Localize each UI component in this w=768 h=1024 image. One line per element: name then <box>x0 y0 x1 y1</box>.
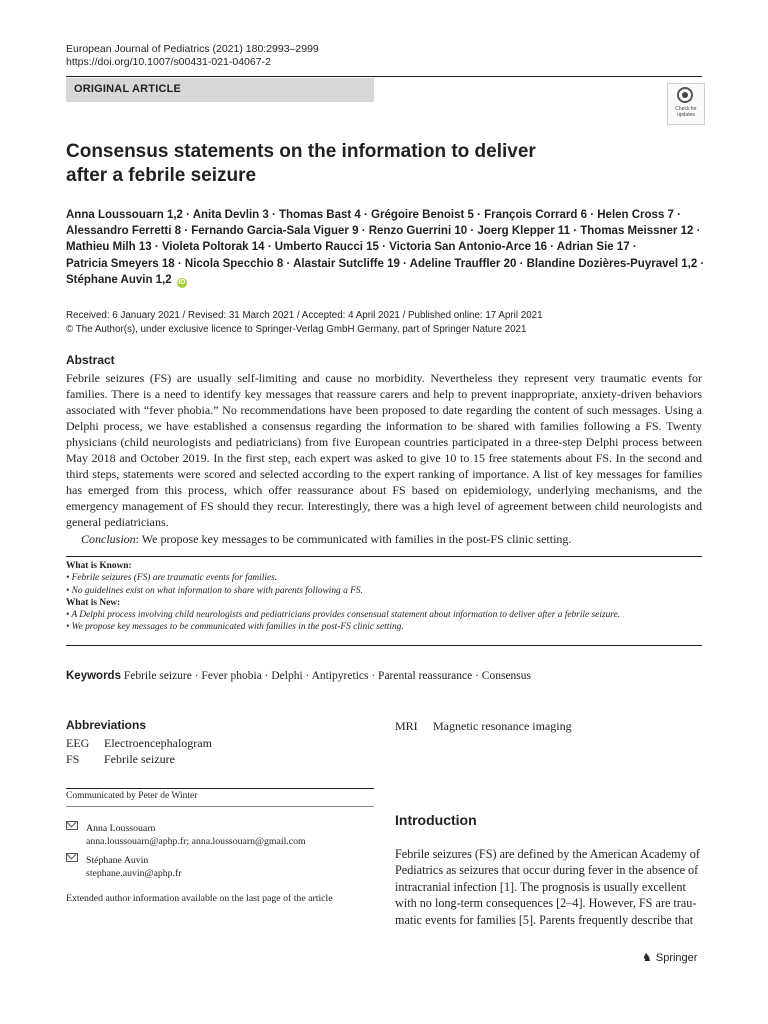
author-list <box>66 207 706 288</box>
intro-line: Febrile seizures (FS) are defined by the American Academy of <box>395 847 700 861</box>
contact-email[interactable]: stephane.auvin@aphp.fr <box>86 868 182 879</box>
author-line: Patricia Smeyers 18 · Nicola Specchio 8 · Alastair Sutcliffe 19 · Adeline Trauffler 20 · Blandine Dozières-Puyravel 1,2 · <box>66 257 705 270</box>
article-title <box>66 140 586 188</box>
contact-name-row: Stéphane Auvin <box>66 853 182 867</box>
author-line: Alessandro Ferretti 8 · Fernando Garcia-Sala Viguer 9 · Renzo Guerrini 10 · Joerg Klepper 11 · Thomas Meissner 12 · <box>66 225 701 238</box>
title-line-1: Consensus statements on the information to deliver <box>66 141 536 162</box>
new-heading: What is New: <box>66 597 121 608</box>
introduction-heading: Introduction <box>395 812 477 828</box>
abbreviations-list <box>66 735 212 767</box>
new-item: • We propose key messages to be communicated with families in the post-FS clinic setting. <box>66 622 404 633</box>
known-item: • Febrile seizures (FS) are traumatic events for families. <box>66 573 278 584</box>
author-line: Anna Loussouarn 1,2 · Anita Devlin 3 · Thomas Bast 4 · Grégoire Benoist 5 · François Corrard 6 · Helen Cross 7 · <box>66 209 681 221</box>
springer-horse-icon: ♞ <box>642 952 652 964</box>
conclusion-label: Conclusion <box>81 532 136 546</box>
introduction-body <box>395 846 702 928</box>
keywords-label: Keywords <box>66 670 121 682</box>
contact-block <box>66 821 306 848</box>
intro-line: with no long-term consequences [2–4]. However, FS are trau- <box>395 896 697 911</box>
known-bottom-rule <box>66 645 702 646</box>
check-updates-label: Check for updates <box>675 106 697 118</box>
copyright-line: © The Author(s), under exclusive licence to Springer-Verlag GmbH Germany, part of Springer Nature 2021 <box>66 324 527 335</box>
publisher-logo <box>642 951 697 964</box>
intro-line: Pediatrics as seizures that occur during fever in the absence of <box>395 863 699 878</box>
abstract-conclusion <box>81 531 702 547</box>
what-is-known-box <box>66 560 706 634</box>
known-heading: What is Known: <box>66 561 132 571</box>
envelope-icon <box>66 821 78 830</box>
article-type-banner <box>66 78 374 102</box>
publication-dates <box>66 309 543 337</box>
keywords-text: Febrile seizure · Fever phobia · Delphi · Antipyretics · Parental reassurance · Consensus <box>123 670 532 682</box>
contact-name-row: Anna Loussouarn <box>66 821 306 835</box>
author-line: Stéphane Auvin 1,2 iD <box>66 273 186 286</box>
dates-line: Received: 6 January 2021 / Revised: 31 March 2021 / Accepted: 4 April 2021 / Published online: 17 April 2021 <box>66 310 543 321</box>
abbreviation-row: MRI Magnetic resonance imaging <box>395 719 572 733</box>
known-item: • No guidelines exist on what information to share with parents following a FS. <box>66 585 363 596</box>
check-for-updates-button[interactable] <box>667 83 705 125</box>
abbreviation-row: FS Febrile seizure <box>66 752 175 766</box>
known-top-rule <box>66 556 702 557</box>
communicated-by: Communicated by Peter de Winter <box>66 791 198 801</box>
check-updates-icon <box>677 87 693 103</box>
journal-citation: European Journal of Pediatrics (2021) 180:2993–2999 <box>66 43 319 55</box>
abstract-text: Febrile seizures (FS) are usually self-limiting and cause no morbidity. Nevertheless they represent very traumatic events for families. There is a need to identify key messages that reassure carers and help to prevent inappropriate, anxiety-driven behaviors associated with “fever phobia.” No recommendations have been proposed to date regarding the content of such messages. Using a Delphi process, we have established a consensus regarding the information to be shared with families following a FS. Twenty physicians (child neurologists and pediatricians) from five European countries participated in a three-step Delphi process between May 2018 and October 2019. In the first step, each expert was asked to give 10 to 15 free statements about FS. In the second and third steps, statements were scored and selected according to the expert ranking of importance. A list of key messages for families has emerged from this process, which offer reassurance about FS based on epidemiology, underlying mechanisms, and the emergency management of FS should they recur. Interestingly, there was a high level of agreement between child neurologists and general pediatricians. <box>66 371 702 529</box>
author-line: Mathieu Milh 13 · Violeta Poltorak 14 · Umberto Raucci 15 · Victoria San Antonio-Arce 16 · Adrian Sie 17 · <box>66 241 637 254</box>
abstract-body <box>66 370 702 530</box>
envelope-icon <box>66 853 78 862</box>
journal-header <box>66 43 319 69</box>
conclusion-text: : We propose key messages to be communicated with families in the post-FS clinic setting. <box>135 532 572 546</box>
publisher-name: Springer <box>655 952 698 964</box>
keywords <box>66 670 531 682</box>
abbreviations-heading: Abbreviations <box>66 718 147 732</box>
orcid-icon[interactable]: iD <box>178 278 186 286</box>
intro-line: matic events for families [5]. Parents frequently describe that <box>395 912 694 927</box>
article-type-label: ORIGINAL ARTICLE <box>74 83 182 95</box>
contact-block <box>66 853 182 880</box>
doi-link[interactable]: https://doi.org/10.1007/s00431-021-04067-2 <box>66 56 271 68</box>
footnote-rule <box>66 788 374 789</box>
footnote-rule-2 <box>66 806 374 807</box>
abbreviation-row: EEG Electroencephalogram <box>66 736 212 750</box>
new-item: • A Delphi process involving child neurologists and pediatricians provides consensual statement about information to deliver after a febrile seizure. <box>66 610 621 621</box>
contact-email[interactable]: anna.loussouarn@aphp.fr; anna.loussouarn@gmail.com <box>86 836 306 847</box>
title-line-2: after a febrile seizure <box>66 165 257 186</box>
extended-author-info: Extended author information available on the last page of the article <box>66 893 333 904</box>
abstract-heading: Abstract <box>66 353 115 367</box>
header-rule <box>66 76 702 77</box>
intro-line: intracranial infection [1]. The prognosis is usually excellent <box>395 879 686 894</box>
